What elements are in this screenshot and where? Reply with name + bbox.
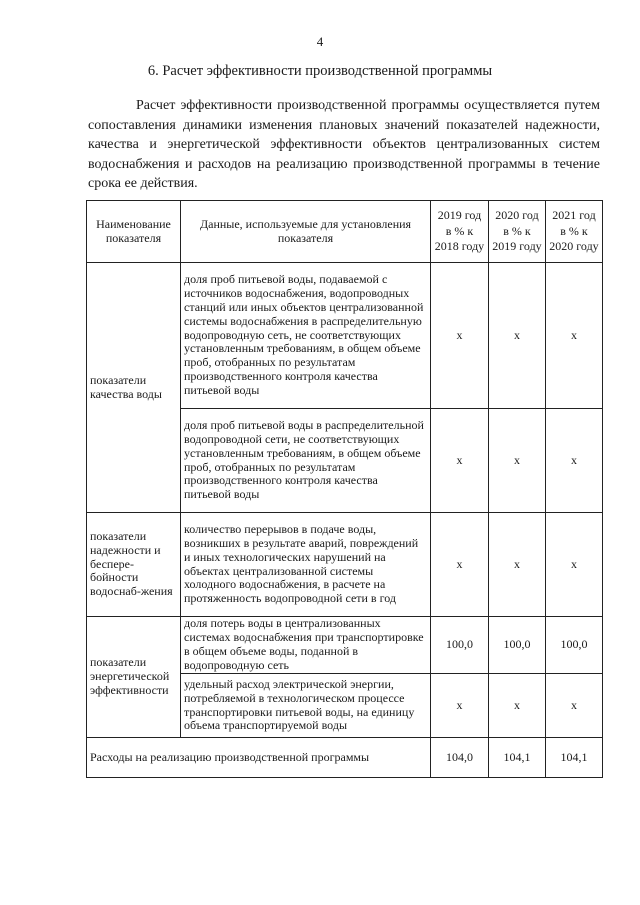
value-2019: x	[431, 513, 489, 617]
row-description: доля проб питьевой воды, подаваемой с источников водоснабжения, водопроводных станций или иных объектов централизованной системы водоснабжения в распределительную водопроводную сеть, не соответствующих установленным требованиям, в общем объеме проб, отобранных по результатам производственного контроля качества питьевой воды	[181, 263, 431, 409]
value-2019: x	[431, 409, 489, 513]
table-total-row	[87, 738, 603, 778]
value-2019: 100,0	[431, 617, 489, 674]
total-value-2021: 104,1	[546, 738, 603, 778]
group-energy: показатели энергетической эффективности	[87, 617, 181, 738]
row-description: доля потерь воды в централизованных системах водоснабжения при транспортировке в общем объеме воды, поданной в водопроводную сеть	[181, 617, 431, 674]
header-data-used: Данные, используемые для установления показателя	[181, 201, 431, 263]
group-quality: показатели качества воды	[87, 263, 181, 513]
table-row	[87, 263, 603, 409]
value-2020: x	[489, 409, 546, 513]
efficiency-table	[86, 200, 603, 778]
value-2020: x	[489, 513, 546, 617]
row-description: количество перерывов в подаче воды, возникших в результате аварий, повреждений и иных технологических нарушений на объектах централизованной системы холодного водоснабжения, в расчете на протяженность водопроводной сети в год	[181, 513, 431, 617]
intro-paragraph: Расчет эффективности производственной программы осуществляется путем сопоставления динамики изменения плановых значений показателей надежности, качества и энергетической эффективности объектов централизованных систем водоснабжения и расходов на реализацию производственной программы в течение срока ее действия.	[88, 98, 600, 191]
value-2021: x	[546, 513, 603, 617]
value-2019: x	[431, 263, 489, 409]
header-year-2020: 2020 год в % к 2019 году	[489, 201, 546, 263]
value-2020: 100,0	[489, 617, 546, 674]
total-label: Расходы на реализацию производственной программы	[87, 738, 431, 778]
section-title: 6. Расчет эффективности производственной программы	[147, 63, 493, 79]
table-row	[87, 513, 603, 617]
total-value-2019: 104,0	[431, 738, 489, 778]
page-number: 4	[316, 34, 324, 49]
table-row	[87, 617, 603, 674]
value-2020: x	[489, 674, 546, 738]
value-2021: x	[546, 409, 603, 513]
header-year-2019: 2019 год в % к 2018 году	[431, 201, 489, 263]
value-2021: x	[546, 674, 603, 738]
total-value-2020: 104,1	[489, 738, 546, 778]
header-year-2021: 2021 год в % к 2020 году	[546, 201, 603, 263]
value-2021: 100,0	[546, 617, 603, 674]
group-reliability: показатели надежности и беспере-бойности водоснаб-жения	[87, 513, 181, 617]
row-description: удельный расход электрической энергии, потребляемой в технологическом процессе транспортировки питьевой воды, на единицу объема транспортируемой воды	[181, 674, 431, 738]
row-description: доля проб питьевой воды в распределительной водопроводной сети, не соответствующих установленным требованиям, в общем объеме проб, отобранных по результатам производственного контроля качества питьевой воды	[181, 409, 431, 513]
value-2020: x	[489, 263, 546, 409]
header-indicator-name: Наименование показателя	[87, 201, 181, 263]
value-2021: x	[546, 263, 603, 409]
table-header-row	[87, 201, 603, 263]
value-2019: x	[431, 674, 489, 738]
